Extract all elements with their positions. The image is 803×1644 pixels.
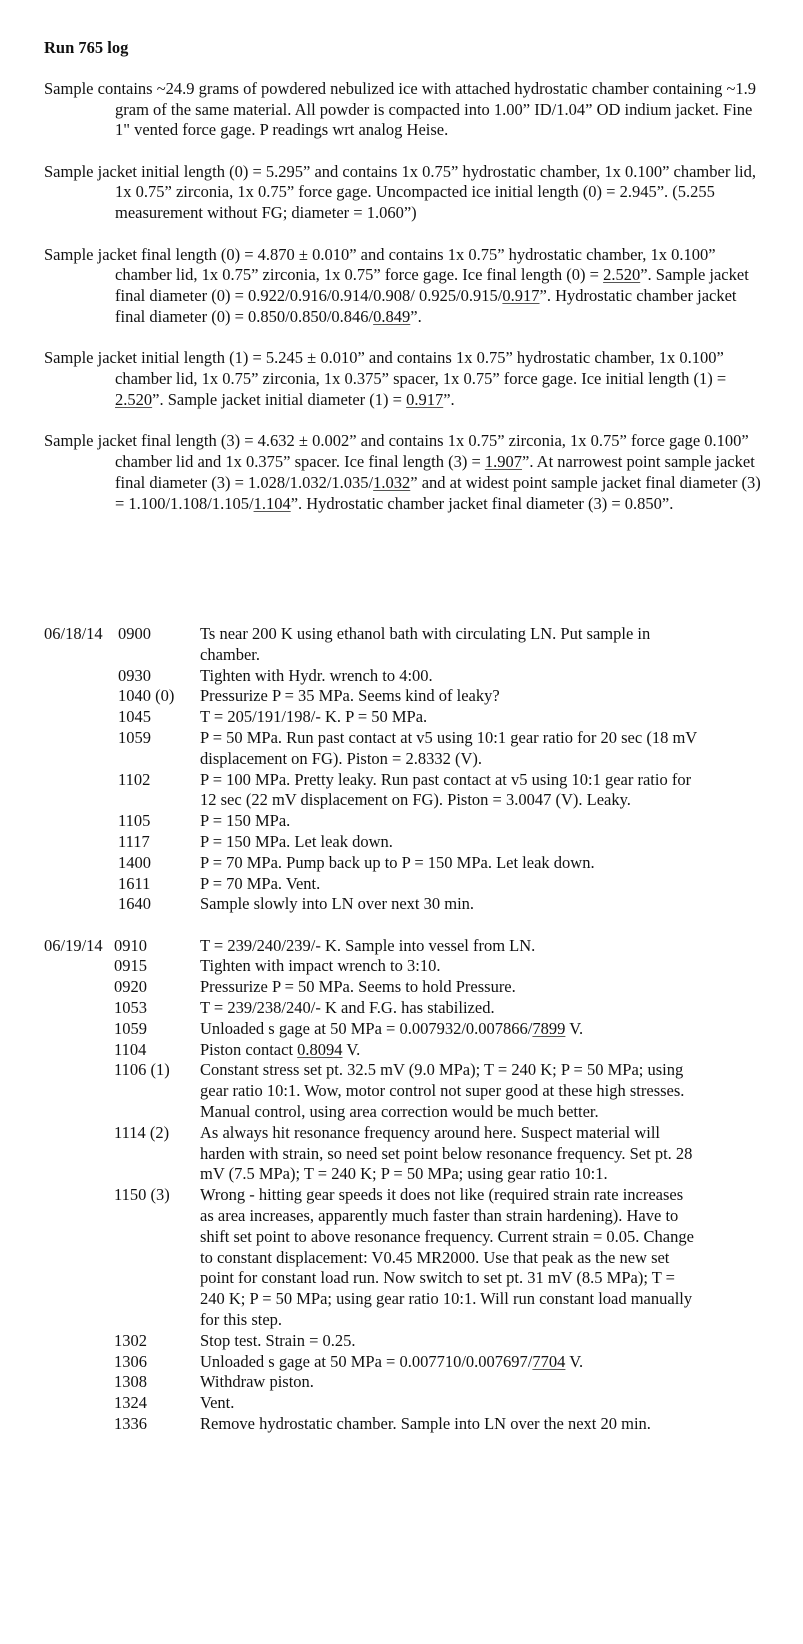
- text-run: Vent.: [200, 1393, 235, 1413]
- log-time: 0910: [114, 935, 147, 955]
- note-paragraph: [44, 245, 764, 328]
- log-time: 0930: [118, 665, 151, 685]
- underlined-value: 0.8094: [297, 1039, 343, 1059]
- log-time: 1150 (3): [114, 1185, 170, 1205]
- log-time: 1104: [114, 1039, 147, 1059]
- log-date: [44, 1331, 118, 1352]
- text-run: Pressurize P = 35 MPa. Seems kind of leaky?: [200, 686, 500, 706]
- text-run: ”. At narrowest point sample jacket final diameter (3) = 1.028/1.032/1.035/: [115, 451, 755, 492]
- log-text: [200, 1372, 700, 1393]
- log-time: 1114 (2): [114, 1122, 170, 1142]
- log-entry: [44, 728, 764, 770]
- log-time: 1059: [114, 1018, 147, 1038]
- log-day: [44, 624, 764, 915]
- log-time: 1640: [118, 894, 151, 914]
- log-text: [200, 874, 700, 895]
- text-run: Piston contact: [200, 1039, 298, 1059]
- document-page: [44, 38, 764, 514]
- log-entry: [44, 811, 764, 832]
- log-date: [44, 853, 118, 874]
- text-run: P = 150 MPa. Let leak down.: [200, 831, 393, 851]
- log-entry: [44, 998, 764, 1019]
- log-time: 1306: [114, 1351, 147, 1371]
- log-date: [44, 1372, 118, 1393]
- text-run: V.: [342, 1039, 361, 1059]
- log-entry: [44, 874, 764, 895]
- text-run: Tighten with Hydr. wrench to 4:00.: [200, 665, 433, 685]
- text-run: T = 239/240/239/- K. Sample into vessel from LN.: [200, 935, 536, 955]
- sample-notes: [44, 79, 764, 515]
- log-time: 1611: [118, 873, 151, 893]
- log-date: [44, 1185, 118, 1331]
- log-text: [200, 936, 700, 957]
- text-run: ”.: [443, 389, 455, 409]
- log-text: [200, 770, 700, 812]
- log-time: 1400: [118, 852, 151, 872]
- text-run: Tighten with impact wrench to 3:10.: [200, 956, 441, 976]
- log-date: [44, 1352, 118, 1373]
- log-time: 1308: [114, 1372, 147, 1392]
- text-run: T = 205/191/198/- K. P = 50 MPa.: [200, 707, 428, 727]
- text-run: V.: [565, 1351, 584, 1371]
- log-day: [44, 936, 764, 1435]
- log-text: [200, 832, 700, 853]
- text-run: Sample jacket initial length (0) = 5.295” and contains 1x 0.75” hydrostatic chamber, 1x 0.100” chamber lid, 1x 0.75” zirconia, 1x 0.75” force gage. Uncompacted ice initial length (0) = 2.945”. (5.255 measurement without FG; diameter = 1.060”): [44, 161, 756, 223]
- log-date: [44, 1019, 118, 1040]
- log-entry: [44, 666, 764, 687]
- text-run: V.: [565, 1018, 584, 1038]
- log-entry: [44, 1352, 764, 1373]
- text-run: Withdraw piston.: [200, 1372, 314, 1392]
- log-time: 0900: [118, 624, 151, 643]
- log-text: [200, 1123, 700, 1185]
- note-paragraph: [44, 162, 764, 224]
- log-time: 1106 (1): [114, 1060, 170, 1080]
- log-entry: [44, 1185, 764, 1331]
- log-entry: [44, 1393, 764, 1414]
- text-run: Wrong - hitting gear speeds it does not like (required strain rate increases as area increases, apparently much faster than strain hardening). Have to shift set point to above resonance frequency. Current strain = 0.05. Change to constant displacement: V0.45 MR2000. Use that peak as the new set point for constant load run. Now switch to set pt. 31 mV (8.5 MPa); T = 240 K; P = 50 MPa; using gear ratio 10:1. Will run constant load manually for this step.: [200, 1185, 694, 1329]
- log-entry: [44, 1414, 764, 1435]
- log-entry: [44, 1040, 764, 1061]
- log-time: 1045: [118, 707, 151, 727]
- log-date: [44, 728, 118, 770]
- log-text: [200, 1393, 700, 1414]
- underlined-value: 2.520: [115, 389, 153, 409]
- log-time: 1040 (0): [118, 686, 175, 706]
- log-date: 06/18/14: [44, 624, 103, 643]
- text-run: ”. Sample jacket initial diameter (1) =: [152, 389, 407, 409]
- log-entry: [44, 707, 764, 728]
- underlined-value: 2.520: [603, 265, 641, 285]
- log-time: 1102: [118, 769, 151, 789]
- text-run: P = 150 MPa.: [200, 811, 291, 831]
- log-entry: [44, 853, 764, 874]
- log-time: 1105: [118, 811, 151, 831]
- log-time: 0920: [114, 977, 147, 997]
- underlined-value: 7899: [532, 1018, 566, 1038]
- log-text: [200, 728, 700, 770]
- log-time: 1324: [114, 1393, 147, 1413]
- log-text: [200, 811, 700, 832]
- log-entry: [44, 770, 764, 812]
- log-text: [200, 1060, 700, 1122]
- log-date: [44, 1040, 118, 1061]
- underlined-value: 1.104: [253, 493, 291, 513]
- log-date: [44, 832, 118, 853]
- log-time: 1117: [118, 831, 150, 851]
- log-text: [200, 707, 700, 728]
- log-time: 1336: [114, 1413, 147, 1433]
- log-date: [44, 770, 118, 812]
- text-run: T = 239/238/240/- K and F.G. has stabilized.: [200, 998, 495, 1018]
- underlined-value: 0.917: [502, 286, 540, 306]
- log-entry: [44, 894, 764, 915]
- log-time: 1059: [118, 727, 151, 747]
- log-date: [44, 811, 118, 832]
- log-text: [200, 977, 700, 998]
- log-time: 0915: [114, 956, 147, 976]
- text-run: Pressurize P = 50 MPa. Seems to hold Pressure.: [200, 977, 516, 997]
- text-run: ”. Sample jacket final diameter (0) = 0.922/0.916/0.914/0.908/ 0.925/0.915/: [115, 265, 749, 306]
- underlined-value: 0.849: [373, 306, 411, 326]
- log-date: [44, 998, 118, 1019]
- log-date: [44, 1393, 118, 1414]
- log-text: [200, 1352, 700, 1373]
- log-text: [200, 1185, 700, 1331]
- text-run: P = 100 MPa. Pretty leaky. Run past contact at v5 using 10:1 gear ratio for 12 sec (22 mV displacement on FG). Piston = 3.0047 (V). Leaky.: [200, 769, 692, 810]
- text-run: Sample jacket final length (3) = 4.632 ± 0.002” and contains 1x 0.75” zirconia, 1x 0.75” force gage 0.100” chamber lid and 1x 0.375” spacer. Ice final length (3) =: [44, 431, 749, 471]
- log-text: [200, 1331, 700, 1352]
- text-run: ” and at widest point sample jacket final diameter (3) = 1.100/1.108/1.105/: [115, 472, 761, 513]
- log-date: [44, 707, 118, 728]
- log-entry: [44, 686, 764, 707]
- log-date: [44, 1060, 118, 1122]
- text-run: Stop test. Strain = 0.25.: [200, 1330, 356, 1350]
- log-date: [44, 874, 118, 895]
- text-run: P = 70 MPa. Pump back up to P = 150 MPa. Let leak down.: [200, 852, 595, 872]
- log-date: 06/19/14: [44, 935, 103, 955]
- text-run: ”. Hydrostatic chamber jacket final diameter (0) = 0.850/0.850/0.846/: [115, 286, 737, 326]
- log-date: [44, 956, 118, 977]
- log-entry: [44, 1372, 764, 1393]
- text-run: P = 50 MPa. Run past contact at v5 using 10:1 gear ratio for 20 sec (18 mV displacement on FG). Piston = 2.8332 (V).: [200, 727, 697, 768]
- log-time: 1302: [114, 1330, 147, 1350]
- text-run: Remove hydrostatic chamber. Sample into LN over the next 20 min.: [200, 1413, 651, 1433]
- text-run: Unloaded s gage at 50 MPa = 0.007710/0.007697/: [200, 1351, 533, 1371]
- text-run: Unloaded s gage at 50 MPa = 0.007932/0.007866/: [200, 1018, 533, 1038]
- log-text: [200, 894, 700, 915]
- log-text: [200, 1040, 700, 1061]
- log-entry: [44, 1019, 764, 1040]
- log-entry: [44, 1123, 764, 1185]
- underlined-value: 0.917: [406, 389, 444, 409]
- log-date: [44, 894, 118, 915]
- text-run: As always hit resonance frequency around here. Suspect material will harden with strain, so need set point below resonance frequency. Set pt. 28 mV (7.5 MPa); T = 240 K; P = 50 MPa; using gear ratio 10:1.: [200, 1122, 693, 1184]
- run-log: [44, 624, 764, 1455]
- text-run: ”. Hydrostatic chamber jacket final diameter (3) = 0.850”.: [290, 493, 674, 513]
- log-entry: [44, 624, 764, 666]
- log-entry: [44, 956, 764, 977]
- log-date: [44, 977, 118, 998]
- text-run: ”.: [410, 306, 422, 326]
- log-date: [44, 666, 118, 687]
- underlined-value: 1.032: [373, 472, 411, 492]
- log-entry: [44, 1060, 764, 1122]
- log-text: [200, 1019, 700, 1040]
- log-entry: [44, 832, 764, 853]
- text-run: Ts near 200 K using ethanol bath with circulating LN. Put sample in chamber.: [200, 624, 651, 664]
- text-run: Sample jacket final length (0) = 4.870 ± 0.010” and contains 1x 0.75” hydrostatic chamber, 1x 0.100” chamber lid, 1x 0.75” zirconia, 1x 0.75” force gage. Ice final length (0) =: [44, 244, 716, 285]
- log-text: [200, 998, 700, 1019]
- log-date: [44, 1123, 118, 1185]
- text-run: P = 70 MPa. Vent.: [200, 873, 321, 893]
- log-date: [44, 1414, 118, 1435]
- text-run: Sample jacket initial length (1) = 5.245 ± 0.010” and contains 1x 0.75” hydrostatic chamber, 1x 0.100” chamber lid, 1x 0.75” zirconia, 1x 0.375” spacer, 1x 0.75” force gage. Ice initial length (1) =: [44, 348, 727, 389]
- log-text: [200, 853, 700, 874]
- log-text: [200, 686, 700, 707]
- log-time: 1053: [114, 998, 147, 1018]
- note-paragraph: [44, 348, 764, 410]
- note-paragraph: [44, 79, 764, 141]
- log-date: [44, 686, 118, 707]
- text-run: Sample slowly into LN over next 30 min.: [200, 894, 475, 914]
- underlined-value: 7704: [532, 1351, 566, 1371]
- text-run: Sample contains ~24.9 grams of powdered nebulized ice with attached hydrostatic chamber containing ~1.9 gram of the same material. All powder is compacted into 1.00” ID/1.04” OD indium jacket. Fine 1" vented force gage. P readings wrt analog Heise.: [44, 78, 757, 140]
- log-entry: [44, 1331, 764, 1352]
- log-text: [200, 956, 700, 977]
- note-paragraph: [44, 431, 764, 514]
- log-entry: [44, 936, 764, 957]
- text-run: Constant stress set pt. 32.5 mV (9.0 MPa); T = 240 K; P = 50 MPa; using gear ratio 10:1. Wow, motor control not super good at these high stresses. Manual control, using area correction would be much better.: [200, 1060, 685, 1122]
- log-text: [200, 1414, 700, 1435]
- document-title: Run 765 log: [44, 38, 129, 57]
- log-text: [200, 666, 700, 687]
- log-text: [200, 624, 700, 666]
- underlined-value: 1.907: [484, 451, 523, 471]
- log-entry: [44, 977, 764, 998]
